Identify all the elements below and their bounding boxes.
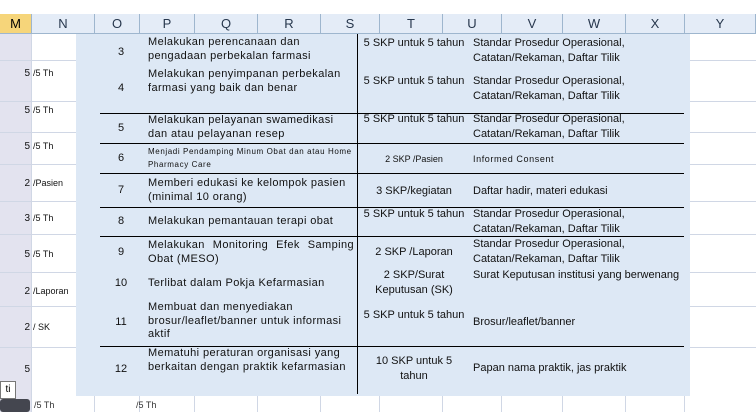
row-separator xyxy=(100,143,684,144)
col-header-v[interactable]: V xyxy=(502,14,563,33)
col-header-p[interactable]: P xyxy=(140,14,195,33)
bottom-cell-right[interactable]: /5 Th xyxy=(136,400,157,410)
row-number: 8 xyxy=(117,215,125,227)
document-text: Standar Prosedur Operasional, Catatan/Rekaman, Daftar Tilik xyxy=(473,208,625,235)
table-column-divider xyxy=(357,34,358,394)
document-text: Papan nama praktik, jas praktik xyxy=(473,362,627,374)
activity-text: Melakukan pelayanan swamedikasi dan atau pelayanan resep xyxy=(148,114,334,140)
row-number: 3 xyxy=(117,46,125,58)
col-header-n[interactable]: N xyxy=(32,14,95,33)
skp-value: 2 SKP/Surat Keputusan (SK) xyxy=(375,269,453,296)
document-text: Surat Keputusan institusi yang berwenang xyxy=(473,269,680,281)
col-header-s[interactable]: S xyxy=(321,14,380,33)
document-text: Standar Prosedur Operasional, Catatan/Rekaman, Daftar Tilik xyxy=(473,37,625,64)
row-number: 9 xyxy=(117,246,125,258)
document-text: Standar Prosedur Operasional, Catatan/Rekaman, Daftar Tilik xyxy=(473,238,625,265)
sheet-tab[interactable]: ti xyxy=(0,381,16,399)
activity-text: Melakukan perencanaan dan pengadaan perbekalan farmasi xyxy=(148,36,311,62)
col-header-o[interactable]: O xyxy=(95,14,140,33)
col-header-r[interactable]: R xyxy=(258,14,321,33)
row-number: 7 xyxy=(117,184,125,196)
formula-bar[interactable] xyxy=(0,0,756,15)
col-header-t[interactable]: T xyxy=(380,14,443,33)
skp-value: 10 SKP untuk 5 tahun xyxy=(375,355,453,382)
activity-text: Melakukan Monitoring Efek Samping Obat (MESO) xyxy=(148,239,354,265)
col-header-q[interactable]: Q xyxy=(195,14,258,33)
document-text: Standar Prosedur Operasional, Catatan/Rekaman, Daftar Tilik xyxy=(473,75,625,102)
skp-value: 5 SKP untuk 5 tahun xyxy=(363,208,465,220)
skp-value: 5 SKP untuk 5 tahun xyxy=(363,113,465,125)
row-number: 6 xyxy=(117,152,125,164)
col-header-m[interactable]: M xyxy=(0,14,32,33)
activity-text: Membuat dan menyediakan brosur/leaflet/banner untuk informasi aktif xyxy=(148,301,342,340)
row-number: 12 xyxy=(114,363,128,375)
row-number: 5 xyxy=(117,122,125,134)
skp-value: 5 SKP untuk 5 tahun xyxy=(363,75,465,87)
document-text: Standar Prosedur Operasional, Catatan/Rekaman, Daftar Tilik xyxy=(473,113,625,140)
column-header-bar xyxy=(0,14,756,34)
skp-value: 5 SKP untuk 5 tahun xyxy=(363,37,465,49)
skp-value: 5 SKP untuk 5 tahun xyxy=(363,309,465,321)
col-header-y[interactable]: Y xyxy=(685,14,756,33)
bottom-cell-left[interactable]: /5 Th xyxy=(34,400,55,410)
activity-text: Terlibat dalam Pokja Kefarmasian xyxy=(148,277,325,289)
col-header-x[interactable]: X xyxy=(626,14,685,33)
sheet-tab-scroll-button[interactable] xyxy=(0,399,30,412)
activity-text: Menjadi Pendamping Minum Obat dan atau Home Pharmacy Care xyxy=(148,147,352,169)
col-header-w[interactable]: W xyxy=(563,14,626,33)
skp-value: 3 SKP/kegiatan xyxy=(376,185,452,197)
activity-text: Memberi edukasi ke kelompok pasien (minimal 10 orang) xyxy=(148,177,346,203)
skp-value: 2 SKP /Laporan xyxy=(375,246,453,258)
activity-text: Melakukan penyimpanan perbekalan farmasi yang baik dan benar xyxy=(148,68,341,94)
cell-grid[interactable]: 5 /5 Th 5 /5 Th 5 /5 Th 2 /Pasien 3 /5 Th 5 /5 Th 2 /Laporan 2 / SK 5 3 Melakukan perencanaan dan pengadaan perbekalan farmasi 5 SKP untuk 5 tahun Standar Prosedur Operasional, Catatan/Rekaman, Daftar Tilik 4 Melakukan penyimpanan perbekalan farmasi yang baik dan benar 5 SKP untuk 5 tahun Standar Prosedur Operasional, Catatan/Rekaman, Daftar Tilik 5 Melakukan pelayanan swamedikasi dan atau pelayanan resep 5 SKP untuk 5 tahun Standar Prosedur Operasional, Catatan/Rekaman, Daftar Tilik 6 Menjadi Pendamping Minum Obat dan atau Home Pharmacy Care 2 SKP /Pasien Informed Consent 7 Memberi edukasi ke kelompok pasien (minimal 10 orang) 3 SKP/kegiatan Daftar hadir, materi edukasi 8 Melakukan pemantauan terapi obat 5 SKP untuk 5 tahun Standar Prosedur Operasional, Catatan/Rekaman, Daftar Tilik 9 Melakukan Monitoring Efek Samping Obat (MESO) 2 SKP /Laporan Standar Prosedur Operasional, Catatan/Rekaman, Daftar Tilik 10 Terlibat dalam Pokja Kefarmasian 2 SKP/Surat Keputusan (SK) Surat Keputusan institusi yang berwenang 11 Membuat dan menyediakan brosur/leaflet/banner untuk informasi aktif 5 SKP untuk 5 tahun Brosur/leaflet/banner 12 Mematuhi peraturan organisasi yang berkaitan dengan praktik kefarmasian 10 SKP untuk 5 tahun Papan nama praktik, jas praktik xyxy=(0,34,756,412)
row-number: 4 xyxy=(117,82,125,94)
document-text: Informed Consent xyxy=(473,154,555,164)
row-number: 10 xyxy=(114,277,128,289)
activity-text: Mematuhi peraturan organisasi yang berkaitan dengan praktik kefarmasian xyxy=(148,347,346,373)
row-number: 11 xyxy=(115,316,127,328)
skp-value: 2 SKP /Pasien xyxy=(385,154,443,164)
row-separator xyxy=(100,173,684,174)
document-text: Brosur/leaflet/banner xyxy=(473,316,576,328)
document-text: Daftar hadir, materi edukasi xyxy=(473,185,608,197)
col-header-u[interactable]: U xyxy=(443,14,502,33)
activity-text: Melakukan pemantauan terapi obat xyxy=(148,215,334,227)
